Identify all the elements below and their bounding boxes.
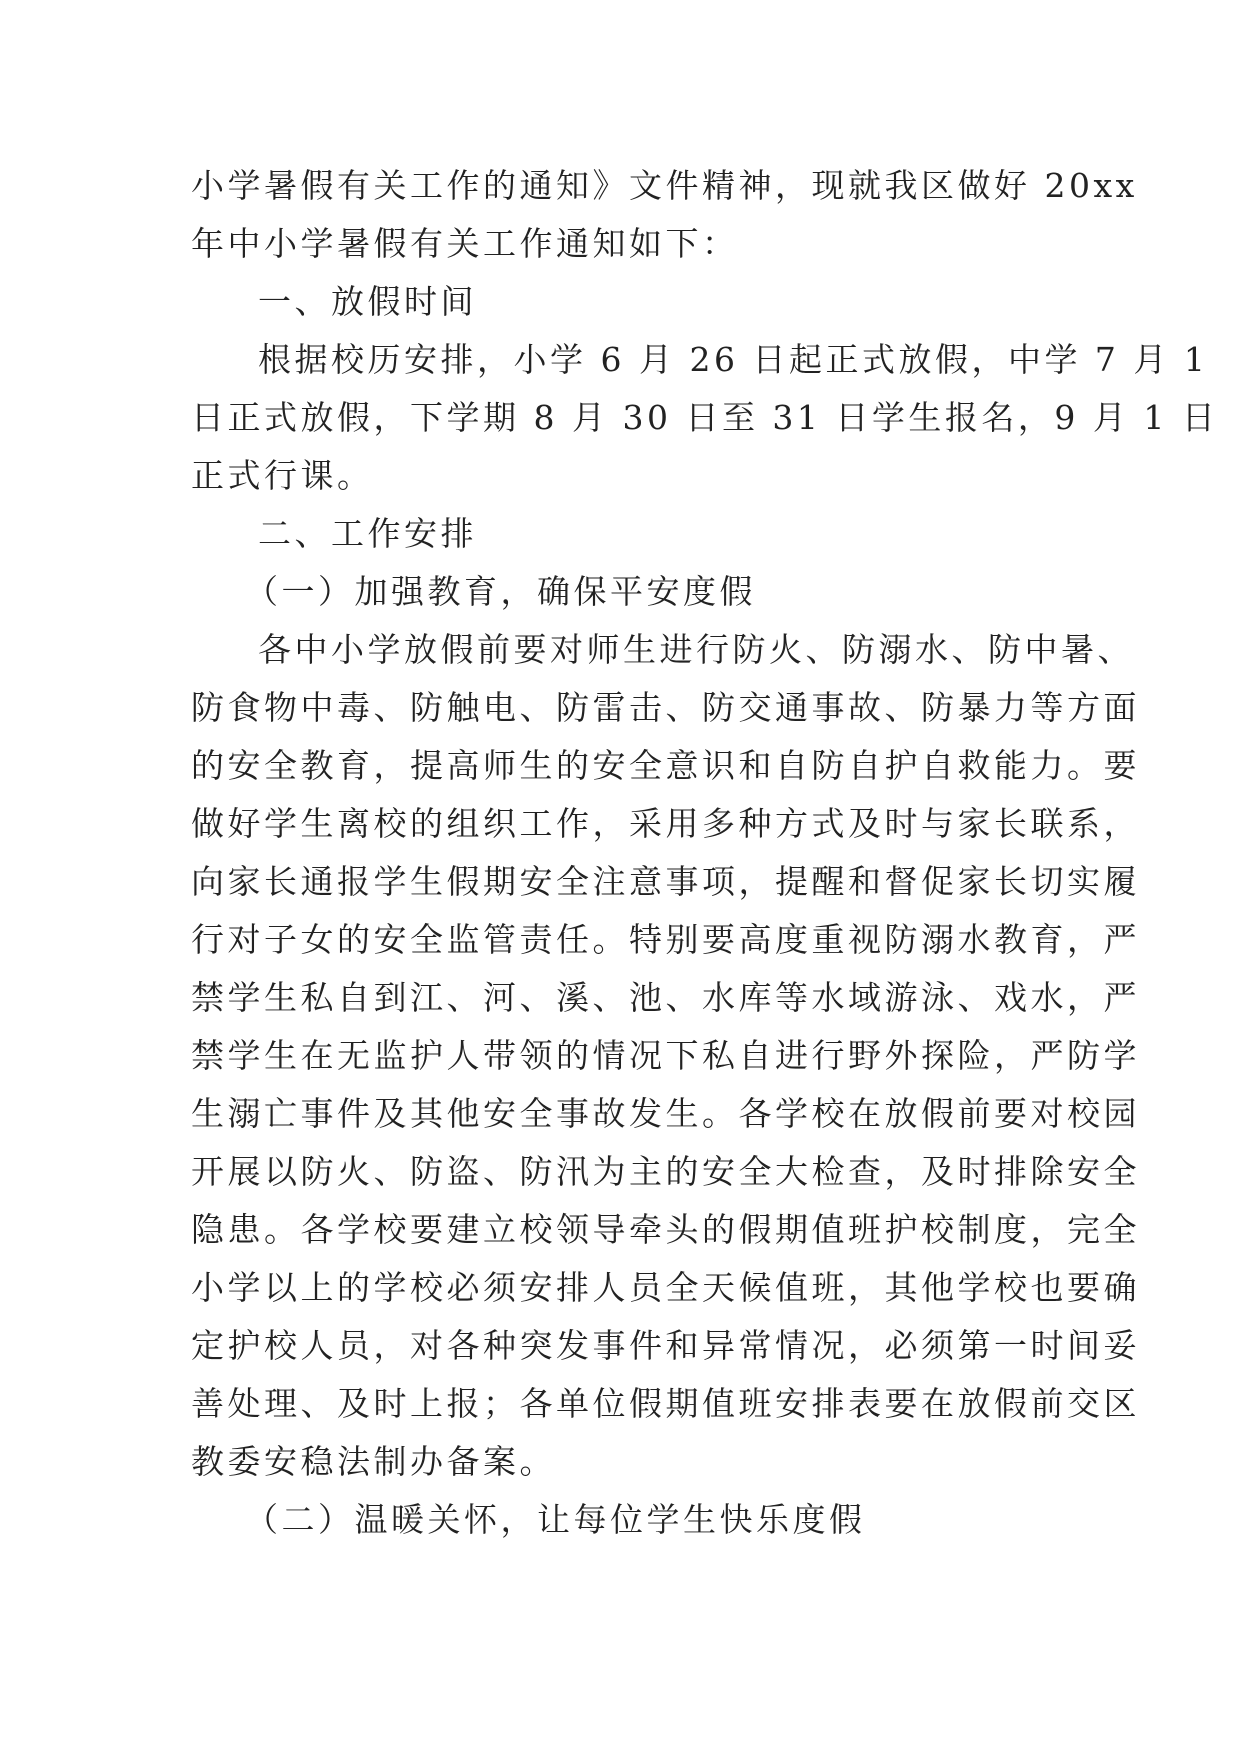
text-line: 向家长通报学生假期安全注意事项，提醒和督促家长切实履	[191, 862, 1140, 901]
text-line: 开展以防火、防盗、防汛为主的安全大检查，及时排除安全	[191, 1152, 1140, 1191]
text-line: 根据校历安排，小学 6 月 26 日起正式放假，中学 7 月 1	[258, 340, 1209, 379]
text-line: 小学以上的学校必须安排人员全天候值班，其他学校也要确	[191, 1268, 1140, 1307]
text-line: 做好学生离校的组织工作，采用多种方式及时与家长联系，	[191, 804, 1140, 843]
text-line: 生溺亡事件及其他安全事故发生。各学校在放假前要对校园	[191, 1094, 1140, 1133]
text-line: 行对子女的安全监管责任。特别要高度重视防溺水教育，严	[191, 920, 1140, 959]
text-line: 防食物中毒、防触电、防雷击、防交通事故、防暴力等方面	[191, 688, 1140, 727]
text-line: 日正式放假，下学期 8 月 30 日至 31 日学生报名，9 月 1 日	[191, 398, 1219, 437]
section-heading: 一、放假时间	[258, 282, 477, 321]
subsection-heading: （二）温暖关怀，让每位学生快乐度假	[245, 1500, 866, 1539]
text-line: 善处理、及时上报；各单位假期值班安排表要在放假前交区	[191, 1384, 1140, 1423]
section-heading: 二、工作安排	[258, 514, 477, 553]
text-line: 年中小学暑假有关工作通知如下：	[191, 224, 739, 263]
text-line: 教委安稳法制办备案。	[191, 1442, 556, 1481]
text-line: 各中小学放假前要对师生进行防火、防溺水、防中暑、	[258, 630, 1134, 669]
text-line: 隐患。各学校要建立校领导牵头的假期值班护校制度，完全	[191, 1210, 1140, 1249]
text-line: 小学暑假有关工作的通知》文件精神，现就我区做好 20xx	[191, 166, 1138, 205]
text-line: 禁学生在无监护人带领的情况下私自进行野外探险，严防学	[191, 1036, 1140, 1075]
text-line: 禁学生私自到江、河、溪、池、水库等水域游泳、戏水，严	[191, 978, 1140, 1017]
text-line: 定护校人员，对各种突发事件和异常情况，必须第一时间妥	[191, 1326, 1140, 1365]
subsection-heading: （一）加强教育，确保平安度假	[245, 572, 756, 611]
text-line: 的安全教育，提高师生的安全意识和自防自护自救能力。要	[191, 746, 1140, 785]
text-line: 正式行课。	[191, 456, 374, 495]
